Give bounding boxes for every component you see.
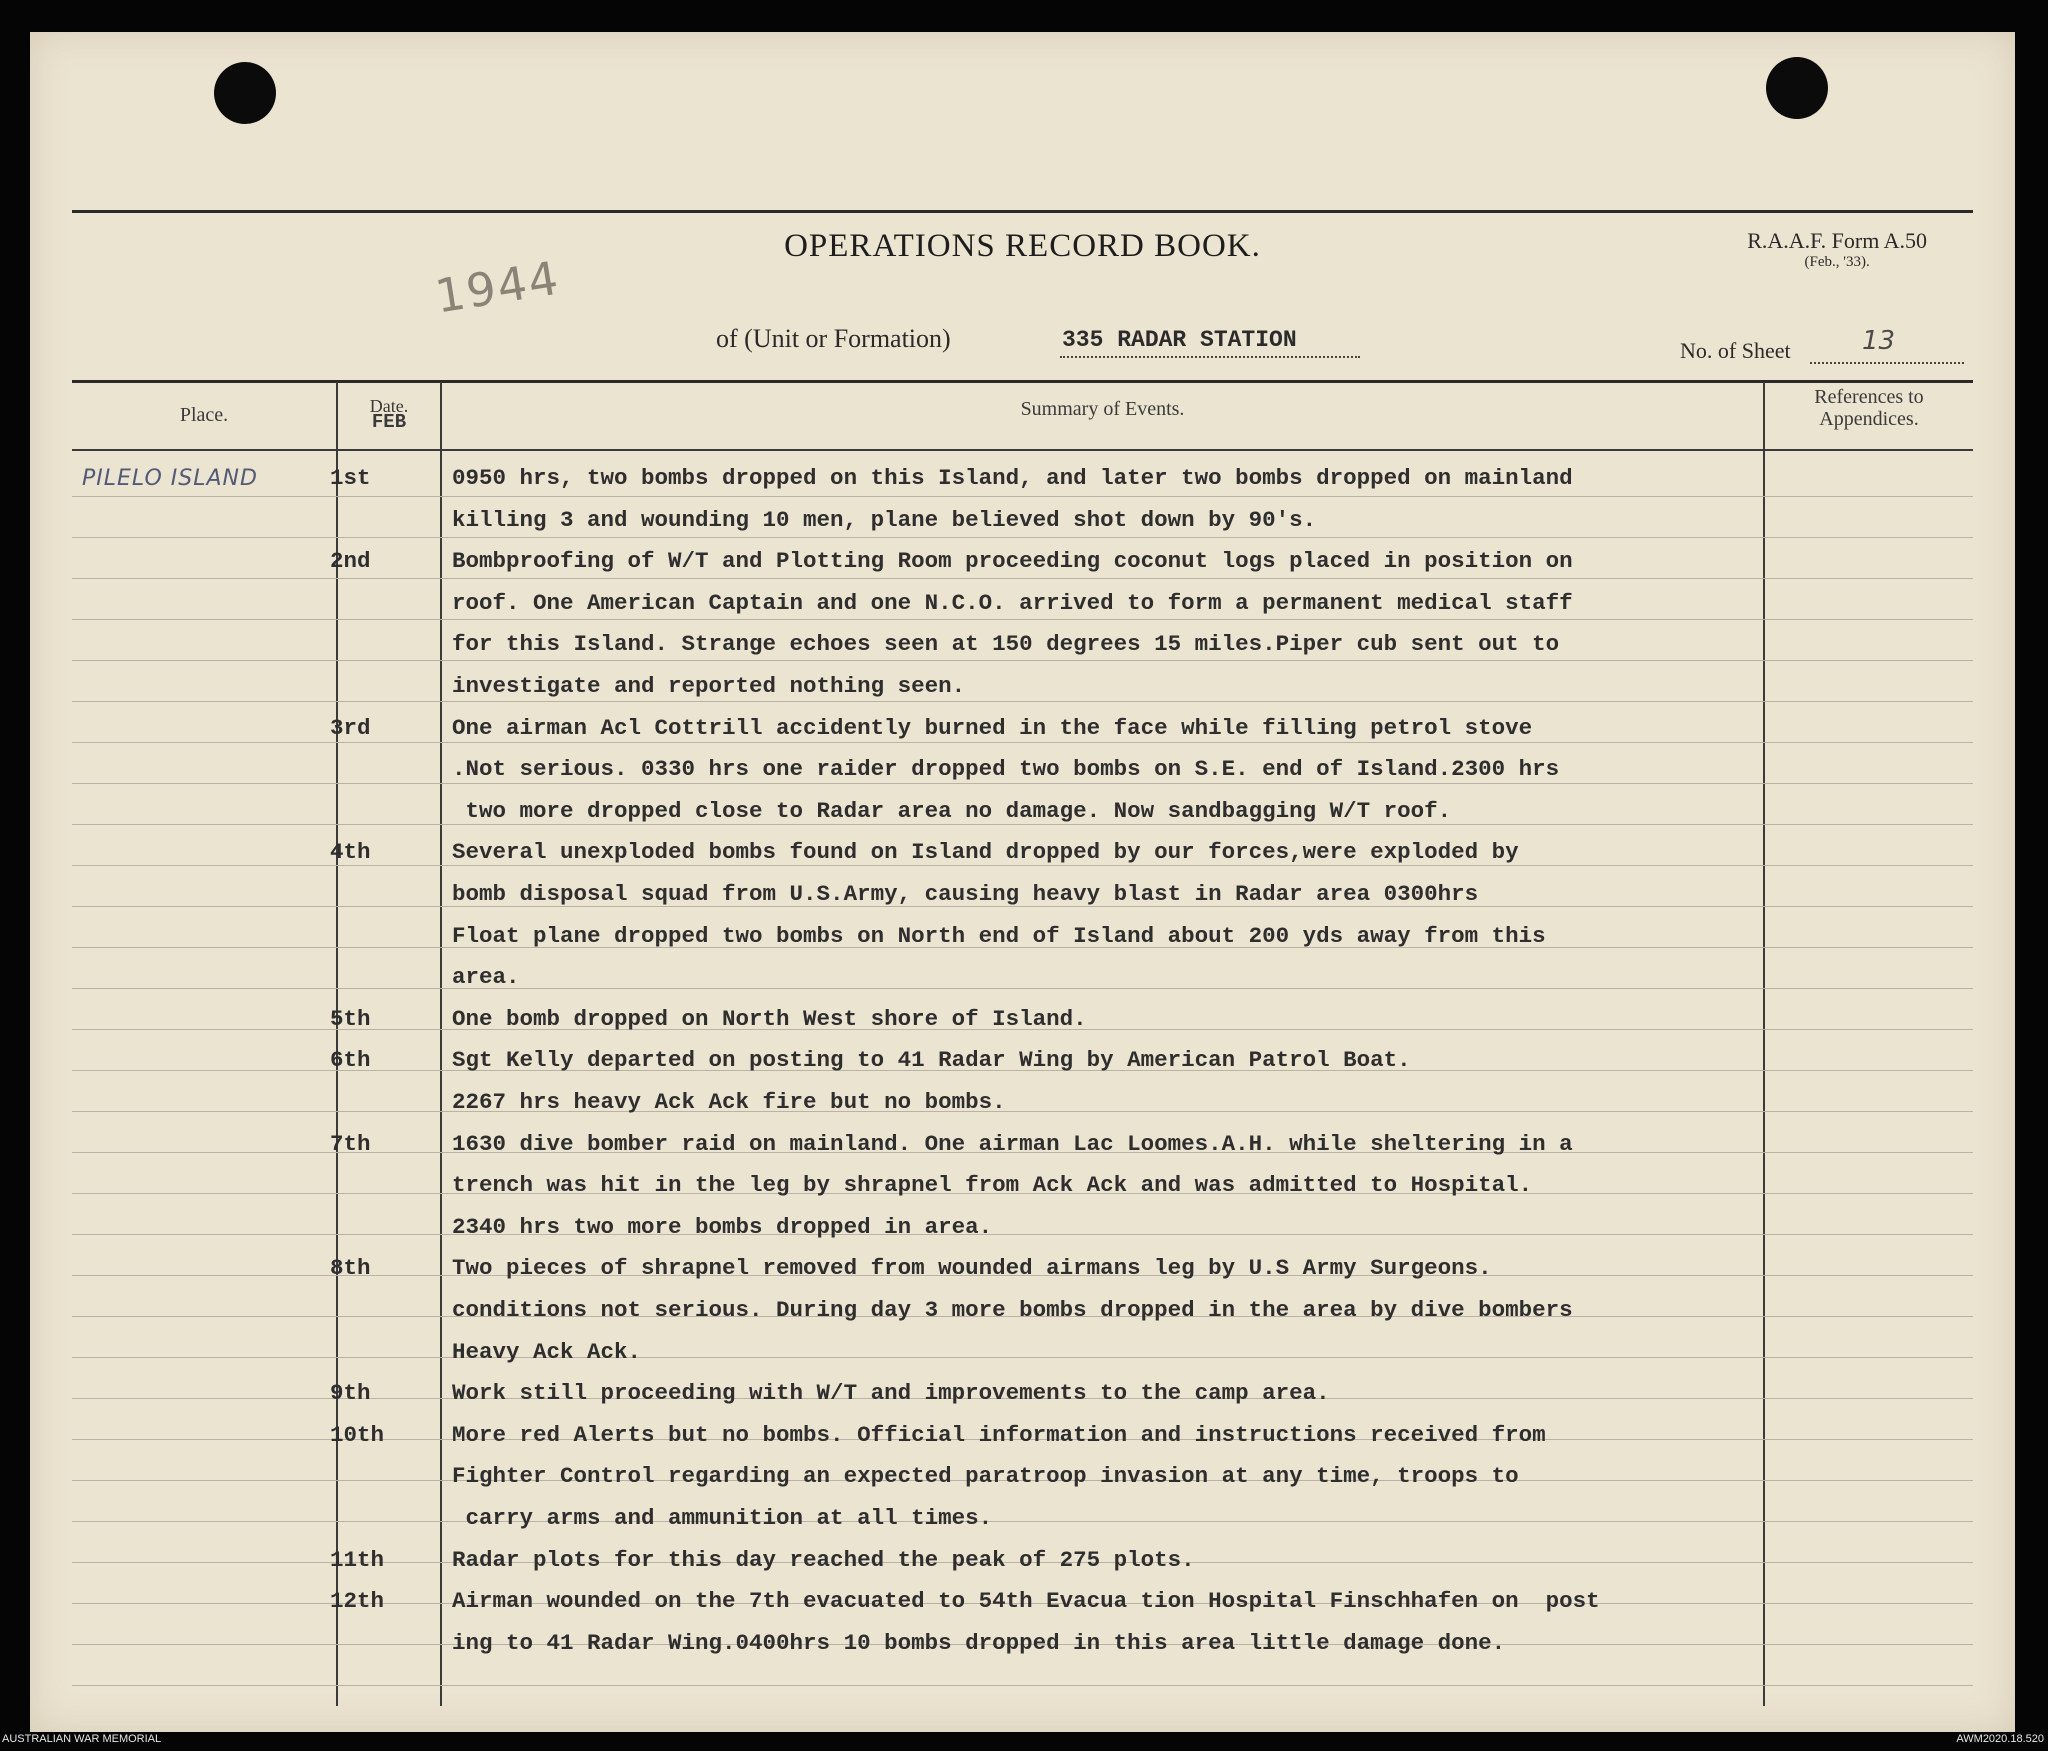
header-bottom-rule [72,449,1973,451]
column-header-references-line1: References to [1814,386,1924,408]
form-code-line2: (Feb., '33). [1804,254,1870,270]
entry-text-line: Radar plots for this day reached the peak of 275 plots. [452,1546,1195,1573]
footer-credit: AUSTRALIAN WAR MEMORIAL [2,1733,162,1745]
ruled-line [72,537,1973,538]
entry-text-line: One airman Acl Cottrill accidently burned in the face while filling petrol stove [452,714,1533,741]
record-sheet [30,32,2015,1732]
ruled-line [72,578,1973,579]
entry-text-line: bomb disposal squad from U.S.Army, causing heavy blast in Radar area 0300hrs [452,880,1479,907]
entry-text-line: trench was hit in the leg by shrapnel from Ack Ack and was admitted to Hospital. [452,1172,1533,1199]
entry-text-line: for this Island. Strange echoes seen at 150 degrees 15 miles.Piper cub sent out to [452,631,1560,658]
entry-text-line: area. [452,964,520,991]
entry-date: 6th [330,1047,371,1074]
entry-date: 10th [330,1421,385,1448]
form-code [1747,228,1927,271]
column-header-date-label: Date. [369,396,409,416]
top-rule [72,210,1973,213]
sheet-label: No. of Sheet [1680,338,1791,363]
ruled-line [72,783,1973,784]
entry-date: 3rd [330,714,371,741]
entry-text-line: two more dropped close to Radar area no damage. Now sandbagging W/T roof. [452,797,1452,824]
column-header-date [338,396,440,433]
entry-date: 8th [330,1255,371,1282]
entry-text-line: ing to 41 Radar Wing.0400hrs 10 bombs dropped in this area little damage done. [452,1629,1506,1656]
sheet-number: 13 [1862,326,1896,356]
column-header-references [1765,386,1973,430]
entry-date: 11th [330,1546,385,1573]
ruled-line [72,619,1973,620]
entry-text-line: conditions not serious. During day 3 more bombs dropped in the area by dive bombers [452,1296,1573,1323]
column-header-month: FEB [371,411,407,433]
entry-text-line: Sgt Kelly departed on posting to 41 Radar Wing by American Patrol Boat. [452,1047,1411,1074]
entry-date: 5th [330,1005,371,1032]
ruled-line [72,988,1973,989]
entry-text-line: .Not serious. 0330 hrs one raider dropped two bombs on S.E. end of Island.2300 hrs [452,756,1560,783]
entry-date: 4th [330,839,371,866]
column-header-summary: Summary of Events. [1020,398,1185,420]
ruled-line [72,824,1973,825]
entry-date: 12th [330,1588,385,1615]
column-divider-summary [1763,382,1765,1706]
column-header-references-line2: Appendices. [1819,408,1919,430]
ruled-line [72,1521,1973,1522]
punch-hole-left [214,62,276,124]
ruled-line [72,1111,1973,1112]
unit-label: of (Unit or Formation) [716,324,951,353]
column-header-place: Place. [179,404,229,426]
entry-text-line: 2267 hrs heavy Ack Ack fire but no bombs. [452,1088,1006,1115]
footer-accession: AWM2020.18.520 [1956,1733,2044,1745]
ruled-line [72,1685,1973,1686]
page-title: OPERATIONS RECORD BOOK. [784,228,1261,264]
entry-date: 7th [330,1130,371,1157]
form-code-line1: R.A.A.F. Form A.50 [1747,228,1927,253]
entry-date: 1st [330,465,371,491]
entry-text-line: carry arms and ammunition at all times. [452,1504,993,1531]
punch-hole-right [1766,57,1828,119]
unit-value: 335 RADAR STATION [1062,327,1297,353]
ruled-line [72,660,1973,661]
entry-text-line: roof. One American Captain and one N.C.O. arrived to form a permanent medical staff [452,589,1573,616]
entry-text-line: 2340 hrs two more bombs dropped in area. [452,1213,993,1240]
entry-text-line: Several unexploded bombs found on Island dropped by our forces,were exploded by [452,839,1519,866]
entry-text-line: Float plane dropped two bombs on North end of Island about 200 yds away from this [452,922,1546,949]
ruled-line [72,742,1973,743]
ruled-line [72,496,1973,497]
entry-text-line: 1630 dive bomber raid on mainland. One airman Lac Loomes.A.H. while sheltering in a [452,1130,1573,1157]
entry-text-line: killing 3 and wounding 10 men, plane believed shot down by 90's. [452,506,1317,533]
place-value: PILELO ISLAND [82,466,258,491]
entry-text-line: Heavy Ack Ack. [452,1338,642,1365]
column-divider-place [336,382,338,1706]
header-top-rule [72,380,1973,383]
entry-date: 2nd [330,548,371,575]
handwritten-year: 1944 [431,250,564,324]
entry-text-line: Two pieces of shrapnel removed from wounded airmans leg by U.S Army Surgeons. [452,1255,1492,1282]
entry-text-line: Fighter Control regarding an expected paratroop invasion at any time, troops to [452,1463,1519,1490]
ruled-line [72,1357,1973,1358]
entry-text-line: Bombproofing of W/T and Plotting Room proceeding coconut logs placed in position on [452,548,1573,575]
entry-text-line: investigate and reported nothing seen. [452,672,966,699]
entry-text-line: More red Alerts but no bombs. Official information and instructions received from [452,1421,1546,1448]
ruled-line [72,1234,1973,1235]
ruled-line [72,701,1973,702]
entry-text-line: Airman wounded on the 7th evacuated to 54th Evacua tion Hospital Finschhafen on post [452,1588,1600,1615]
entry-text-line: Work still proceeding with W/T and improvements to the camp area. [452,1380,1330,1407]
entry-date: 9th [330,1380,371,1407]
column-divider-date [440,382,442,1706]
entry-text-line: 0950 hrs, two bombs dropped on this Island, and later two bombs dropped on mainland [452,465,1573,491]
entry-text-line: One bomb dropped on North West shore of Island. [452,1005,1087,1032]
